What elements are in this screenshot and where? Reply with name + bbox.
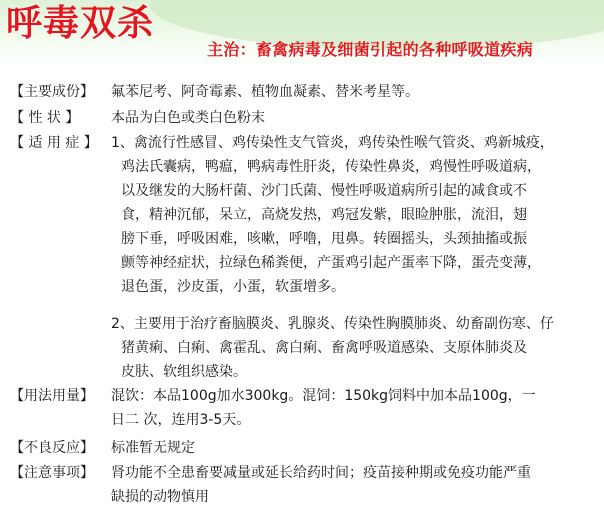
- section-text: [111, 80, 599, 104]
- section-text: [111, 106, 599, 130]
- text-line: 猪黄痢、白痢、禽霍乱、禽白痢、畜禽呼吸道感染、支原体肺炎及: [121, 340, 527, 356]
- text-line: 膀下垂，呼吸困难，咳嗽，呼噜，甩鼻。转圈摇头，头颈抽搐或振: [121, 231, 527, 247]
- text-line: 1、禽流行性感冒、鸡传染性支气管炎，鸡传染性喉气管炎、鸡新城疫，: [111, 135, 554, 151]
- text-line: 日二 次，连用3-5天。: [111, 412, 251, 428]
- text-line: 食，精神沉郁，呆立，高烧发热，鸡冠发紫，眼睑肿胀，流泪，翅: [121, 207, 527, 223]
- section-label: 【用法用量】: [10, 388, 94, 404]
- text-line: 氟苯尼考、阿奇霉素、植物血凝素、替米考星等。: [111, 84, 419, 100]
- text-line: 退色蛋，沙皮蛋，小蛋，软蛋增多。: [121, 279, 345, 295]
- text-line: 颤等神经症状，拉绿色稀粪便，产蛋鸡引起产蛋率下降，蛋壳变薄，: [121, 255, 541, 271]
- indications-item-1: [111, 131, 599, 299]
- text-line: 肾功能不全患畜要减量或延长给药时间；疫苗接种期或免疫功能严重: [111, 465, 531, 481]
- text-line: 缺损的动物慎用: [111, 489, 209, 505]
- indications-item-2: [111, 312, 599, 384]
- section-label: 【不良反应】: [10, 440, 94, 456]
- text-line: 以及继发的大肠杆菌、沙门氏菌、慢性呼吸道病所引起的减食或不: [121, 183, 527, 199]
- text-line: 2、主要用于治疗畜脑膜炎、乳腺炎、传染性胸膜肺炎、幼畜副伤寒、仔: [111, 316, 554, 332]
- section-label: 【 性 状 】: [10, 110, 80, 126]
- product-subtitle: 主治：畜禽病毒及细菌引起的各种呼吸道疾病: [207, 40, 534, 59]
- section-text: [111, 436, 599, 460]
- section-label: 【主要成份】: [10, 84, 94, 100]
- section-label: 【 适 用 症 】: [10, 135, 98, 151]
- product-title: 呼毒双杀: [6, 3, 155, 44]
- text-line: 混饮：本品100g加水300kg。混饲：150kg饲料中加本品100g，一: [111, 388, 536, 404]
- section-text: [111, 384, 599, 432]
- text-line: 鸡法氏囊病，鸭瘟，鸭病毒性肝炎，传染性鼻炎，鸡慢性呼吸道病，: [121, 159, 541, 175]
- section-text: [111, 461, 599, 509]
- text-line: 标准暂无规定: [111, 440, 195, 456]
- text-line: 本品为白色或类白色粉末: [111, 110, 265, 126]
- text-line: 皮肤、软组织感染。: [121, 364, 247, 380]
- section-label: 【注意事项】: [10, 465, 94, 481]
